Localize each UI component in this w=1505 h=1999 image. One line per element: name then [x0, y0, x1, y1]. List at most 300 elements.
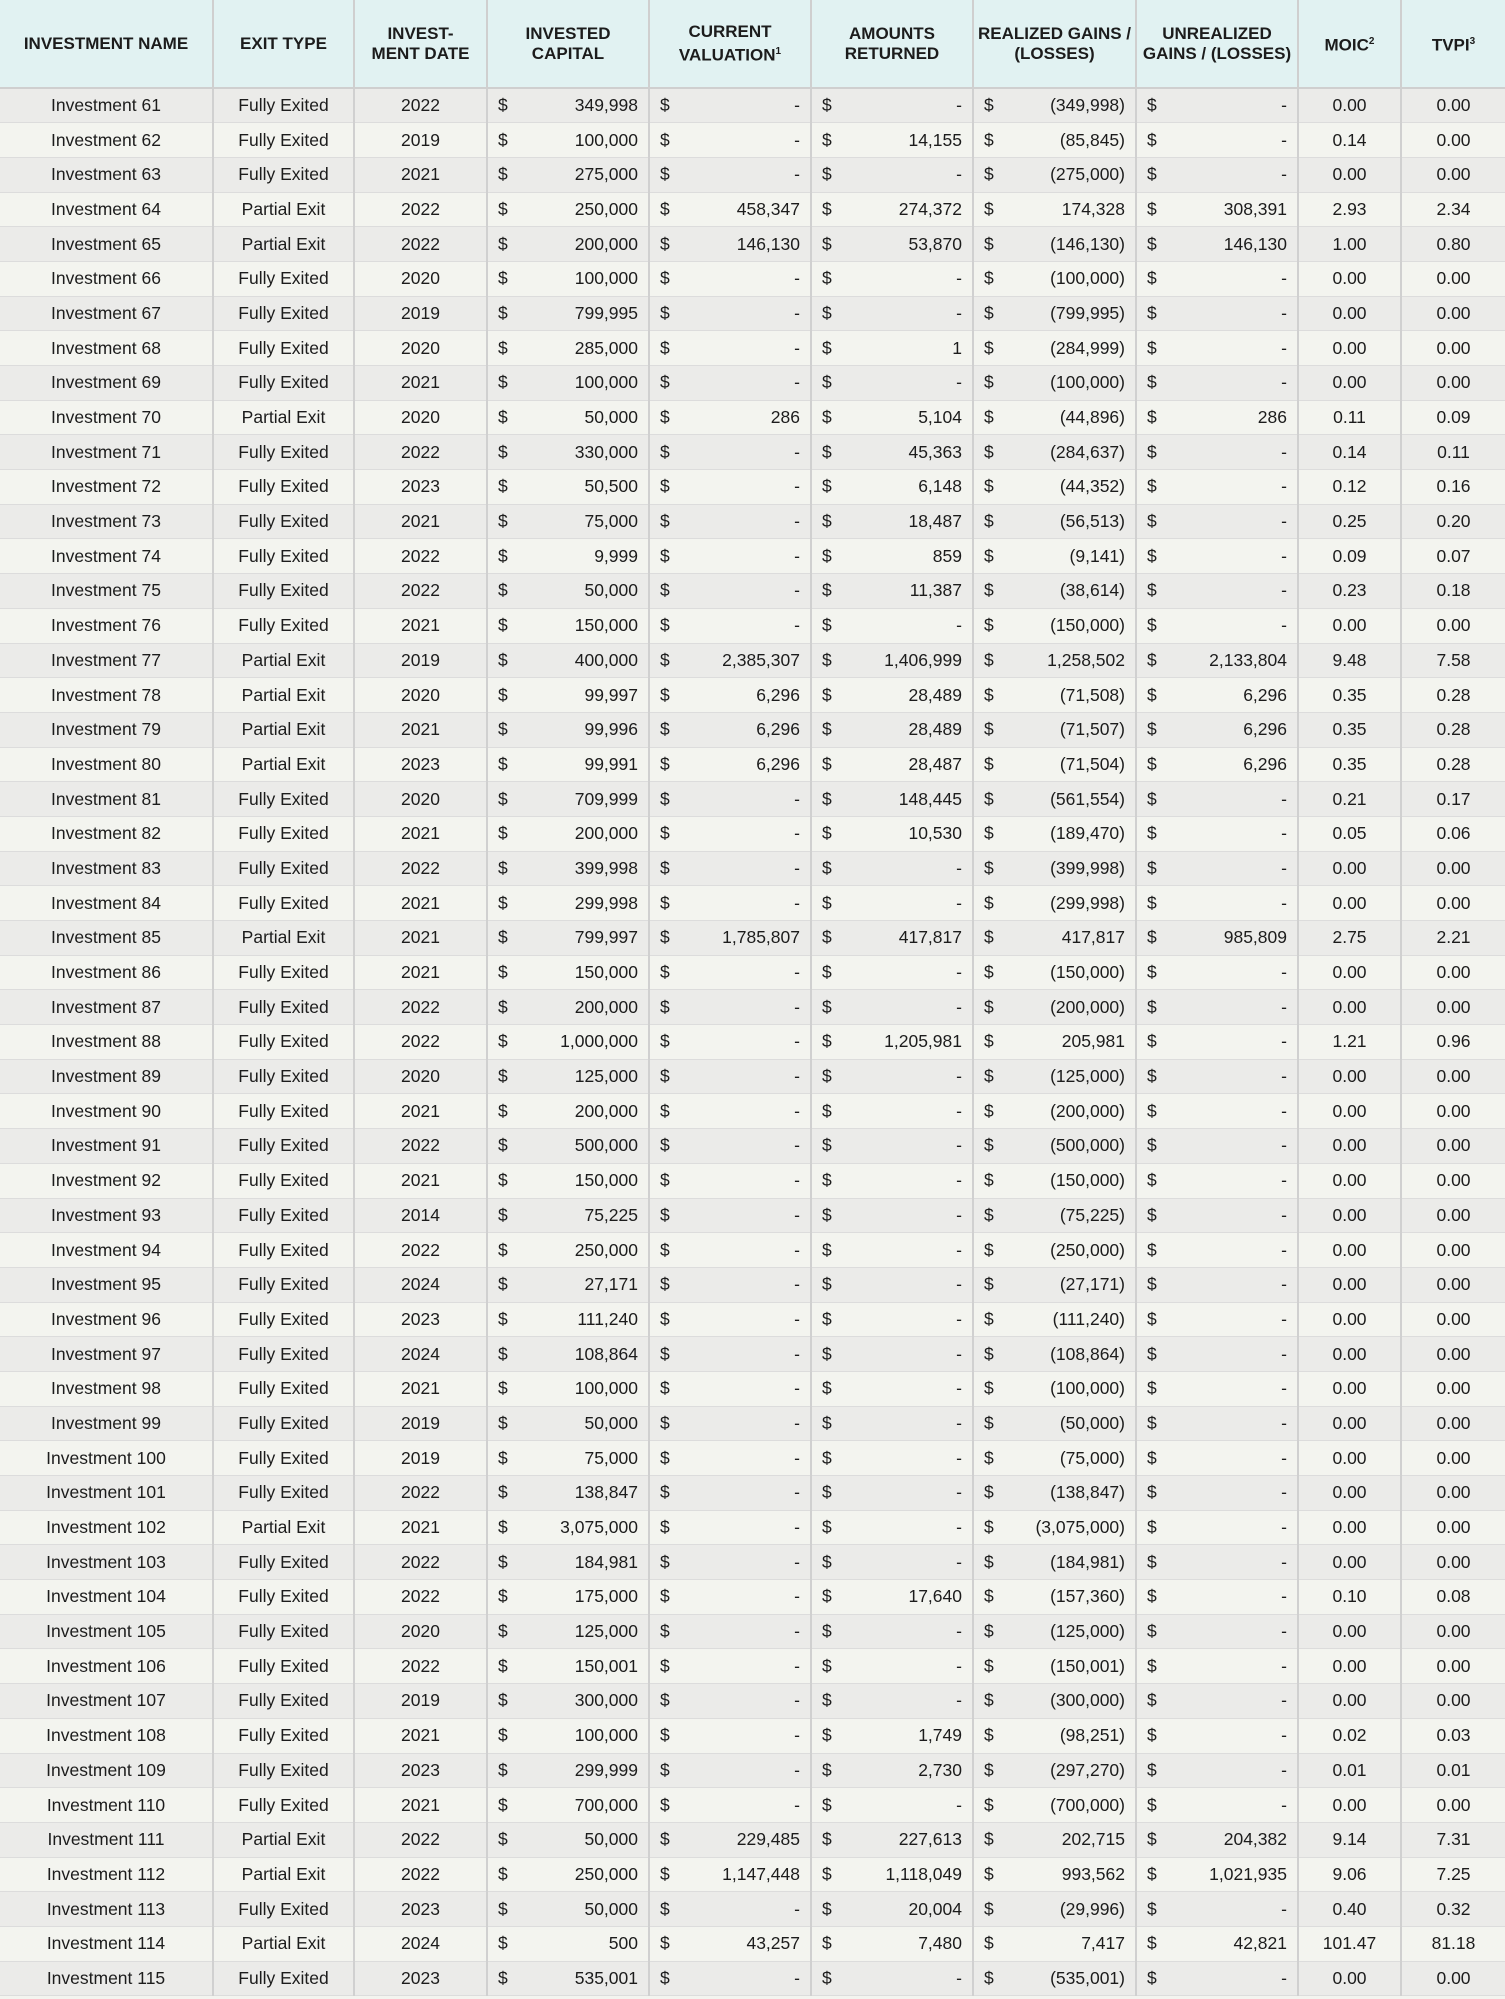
- cell-current-valuation: [649, 851, 811, 886]
- cell-realized-gains: [973, 851, 1136, 886]
- cell-value: 6,296: [756, 753, 800, 774]
- cell-value: 286: [770, 407, 800, 428]
- currency-symbol: $: [660, 1759, 670, 1780]
- cell-realized-gains: [973, 1094, 1136, 1129]
- currency-symbol: $: [498, 1551, 508, 1572]
- currency-symbol: $: [498, 302, 508, 323]
- cell-unrealized-gains: [1136, 1406, 1298, 1441]
- cell-current-valuation: [649, 1649, 811, 1684]
- cell-moic: 0.00: [1298, 1614, 1401, 1649]
- cell-investment-name: Investment 62: [0, 123, 213, 158]
- cell-value: 1,205,981: [884, 1031, 962, 1052]
- currency-symbol: $: [660, 1551, 670, 1572]
- cell-value: -: [1281, 962, 1287, 983]
- currency-symbol: $: [1147, 615, 1157, 636]
- cell-value: -: [794, 892, 800, 913]
- cell-amounts-returned: [811, 608, 973, 643]
- cell-invested-capital: [487, 747, 649, 782]
- cell-moic: 0.00: [1298, 1302, 1401, 1337]
- currency-symbol: $: [1147, 1170, 1157, 1191]
- cell-value: -: [1281, 1759, 1287, 1780]
- cell-value: 535,001: [574, 1967, 638, 1988]
- table-row: [0, 1406, 1505, 1441]
- cell-realized-gains: [973, 88, 1136, 123]
- cell-value: -: [956, 1378, 962, 1399]
- cell-value: -: [794, 372, 800, 393]
- cell-investment-name: Investment 98: [0, 1371, 213, 1406]
- cell-investment-date: 2019: [354, 296, 487, 331]
- table-row: [0, 296, 1505, 331]
- cell-unrealized-gains: [1136, 990, 1298, 1025]
- table-row: [0, 157, 1505, 192]
- cell-exit-type: Partial Exit: [213, 712, 354, 747]
- cell-value: -: [1281, 1135, 1287, 1156]
- cell-value: 993,562: [1061, 1863, 1125, 1884]
- cell-value: 75,000: [584, 511, 638, 532]
- cell-investment-name: Investment 92: [0, 1163, 213, 1198]
- cell-value: -: [1281, 1378, 1287, 1399]
- cell-value: 43,257: [746, 1933, 800, 1954]
- currency-symbol: $: [822, 233, 832, 254]
- cell-realized-gains: [973, 192, 1136, 227]
- cell-amounts-returned: [811, 435, 973, 470]
- currency-symbol: $: [822, 268, 832, 289]
- cell-exit-type: Fully Exited: [213, 470, 354, 505]
- cell-invested-capital: [487, 1198, 649, 1233]
- currency-symbol: $: [498, 1066, 508, 1087]
- currency-symbol: $: [1147, 1204, 1157, 1225]
- table-row: [0, 435, 1505, 470]
- currency-symbol: $: [822, 684, 832, 705]
- cell-moic: 0.00: [1298, 990, 1401, 1025]
- cell-value: -: [794, 1239, 800, 1260]
- cell-unrealized-gains: [1136, 1094, 1298, 1129]
- cell-value: -: [956, 1066, 962, 1087]
- currency-symbol: $: [822, 1170, 832, 1191]
- currency-symbol: $: [498, 1863, 508, 1884]
- cell-amounts-returned: [811, 1580, 973, 1615]
- cell-value: -: [794, 788, 800, 809]
- cell-value: (150,001): [1050, 1655, 1125, 1676]
- cell-investment-name: Investment 100: [0, 1441, 213, 1476]
- currency-symbol: $: [498, 372, 508, 393]
- cell-exit-type: Fully Exited: [213, 88, 354, 123]
- cell-amounts-returned: [811, 1961, 973, 1996]
- cell-investment-name: Investment 83: [0, 851, 213, 886]
- cell-investment-name: Investment 110: [0, 1788, 213, 1823]
- table-row: [0, 366, 1505, 401]
- cell-exit-type: Fully Exited: [213, 1476, 354, 1511]
- currency-symbol: $: [822, 1308, 832, 1329]
- cell-value: (297,270): [1050, 1759, 1125, 1780]
- cell-value: 859: [932, 545, 962, 566]
- cell-value: -: [794, 1135, 800, 1156]
- currency-symbol: $: [822, 1100, 832, 1121]
- cell-current-valuation: [649, 123, 811, 158]
- cell-value: 709,999: [574, 788, 638, 809]
- cell-invested-capital: [487, 1233, 649, 1268]
- currency-symbol: $: [984, 1135, 994, 1156]
- cell-value: -: [794, 1412, 800, 1433]
- table-row: [0, 990, 1505, 1025]
- cell-moic: 0.00: [1298, 366, 1401, 401]
- cell-unrealized-gains: [1136, 955, 1298, 990]
- currency-symbol: $: [1147, 823, 1157, 844]
- cell-value: 1,258,502: [1047, 649, 1125, 670]
- cell-unrealized-gains: [1136, 1476, 1298, 1511]
- cell-exit-type: Partial Exit: [213, 921, 354, 956]
- cell-investment-date: 2019: [354, 1441, 487, 1476]
- cell-value: 50,000: [584, 407, 638, 428]
- cell-investment-date: 2020: [354, 400, 487, 435]
- cell-investment-date: 2023: [354, 470, 487, 505]
- cell-exit-type: Fully Exited: [213, 1788, 354, 1823]
- cell-moic: 0.35: [1298, 747, 1401, 782]
- currency-symbol: $: [984, 337, 994, 358]
- cell-invested-capital: [487, 712, 649, 747]
- currency-symbol: $: [660, 129, 670, 150]
- cell-amounts-returned: [811, 192, 973, 227]
- currency-symbol: $: [822, 649, 832, 670]
- currency-symbol: $: [1147, 511, 1157, 532]
- cell-value: (98,251): [1059, 1725, 1125, 1746]
- cell-amounts-returned: [811, 1753, 973, 1788]
- cell-value: 10,530: [908, 823, 962, 844]
- cell-unrealized-gains: [1136, 1441, 1298, 1476]
- currency-symbol: $: [498, 1239, 508, 1260]
- currency-symbol: $: [498, 615, 508, 636]
- currency-symbol: $: [660, 788, 670, 809]
- table-row: [0, 1094, 1505, 1129]
- cell-value: (44,352): [1059, 476, 1125, 497]
- currency-symbol: $: [498, 337, 508, 358]
- cell-value: 286: [1257, 407, 1287, 428]
- currency-symbol: $: [1147, 129, 1157, 150]
- cell-investment-date: 2020: [354, 1614, 487, 1649]
- cell-moic: 0.10: [1298, 1580, 1401, 1615]
- cell-invested-capital: [487, 1857, 649, 1892]
- cell-value: -: [956, 1135, 962, 1156]
- cell-current-valuation: [649, 608, 811, 643]
- currency-symbol: $: [984, 962, 994, 983]
- cell-value: -: [794, 1378, 800, 1399]
- cell-tvpi: 0.00: [1401, 1163, 1505, 1198]
- cell-realized-gains: [973, 1545, 1136, 1580]
- cell-value: (150,000): [1050, 962, 1125, 983]
- cell-amounts-returned: [811, 990, 973, 1025]
- cell-tvpi: 0.08: [1401, 1580, 1505, 1615]
- cell-tvpi: 0.16: [1401, 470, 1505, 505]
- cell-value: 417,817: [1061, 927, 1125, 948]
- cell-value: -: [1281, 1274, 1287, 1295]
- cell-value: 399,998: [574, 857, 638, 878]
- cell-value: 150,001: [574, 1655, 638, 1676]
- cell-invested-capital: [487, 192, 649, 227]
- cell-invested-capital: [487, 504, 649, 539]
- cell-value: -: [1281, 1066, 1287, 1087]
- cell-value: -: [794, 1517, 800, 1538]
- cell-value: 299,999: [574, 1759, 638, 1780]
- currency-symbol: $: [1147, 1898, 1157, 1919]
- cell-moic: 101.47: [1298, 1926, 1401, 1961]
- table-row: [0, 1614, 1505, 1649]
- table-row: [0, 712, 1505, 747]
- header-realized-gains: REALIZED GAINS / (LOSSES): [973, 0, 1136, 88]
- cell-exit-type: Fully Exited: [213, 1198, 354, 1233]
- cell-moic: 2.75: [1298, 921, 1401, 956]
- currency-symbol: $: [822, 1517, 832, 1538]
- cell-invested-capital: [487, 608, 649, 643]
- cell-value: 1: [952, 337, 962, 358]
- cell-current-valuation: [649, 1718, 811, 1753]
- cell-unrealized-gains: [1136, 331, 1298, 366]
- cell-realized-gains: [973, 1614, 1136, 1649]
- cell-value: 100,000: [574, 268, 638, 289]
- currency-symbol: $: [498, 996, 508, 1017]
- currency-symbol: $: [1147, 95, 1157, 116]
- cell-moic: 0.00: [1298, 88, 1401, 123]
- cell-moic: 0.12: [1298, 470, 1401, 505]
- currency-symbol: $: [984, 1204, 994, 1225]
- cell-realized-gains: [973, 227, 1136, 262]
- cell-exit-type: Fully Exited: [213, 1545, 354, 1580]
- cell-realized-gains: [973, 1684, 1136, 1719]
- cell-unrealized-gains: [1136, 1822, 1298, 1857]
- cell-value: 75,225: [584, 1204, 638, 1225]
- currency-symbol: $: [984, 1621, 994, 1642]
- cell-current-valuation: [649, 1580, 811, 1615]
- cell-invested-capital: [487, 227, 649, 262]
- cell-investment-date: 2022: [354, 1129, 487, 1164]
- cell-value: -: [794, 1066, 800, 1087]
- cell-investment-name: Investment 108: [0, 1718, 213, 1753]
- currency-symbol: $: [1147, 302, 1157, 323]
- cell-moic: 0.00: [1298, 1371, 1401, 1406]
- cell-unrealized-gains: [1136, 712, 1298, 747]
- currency-symbol: $: [822, 927, 832, 948]
- cell-tvpi: 0.32: [1401, 1892, 1505, 1927]
- currency-symbol: $: [984, 476, 994, 497]
- currency-symbol: $: [1147, 1412, 1157, 1433]
- cell-value: (275,000): [1050, 164, 1125, 185]
- cell-investment-name: Investment 104: [0, 1580, 213, 1615]
- header-row: [0, 0, 1505, 88]
- cell-exit-type: Fully Exited: [213, 1580, 354, 1615]
- cell-invested-capital: [487, 1753, 649, 1788]
- cell-moic: 1.00: [1298, 227, 1401, 262]
- currency-symbol: $: [984, 1759, 994, 1780]
- currency-symbol: $: [1147, 1933, 1157, 1954]
- table-row: [0, 1753, 1505, 1788]
- cell-unrealized-gains: [1136, 574, 1298, 609]
- currency-symbol: $: [984, 1933, 994, 1954]
- cell-invested-capital: [487, 851, 649, 886]
- cell-value: -: [1281, 1239, 1287, 1260]
- cell-current-valuation: [649, 712, 811, 747]
- cell-value: -: [794, 1447, 800, 1468]
- currency-symbol: $: [498, 1378, 508, 1399]
- cell-investment-name: Investment 107: [0, 1684, 213, 1719]
- cell-unrealized-gains: [1136, 1580, 1298, 1615]
- currency-symbol: $: [498, 1482, 508, 1503]
- cell-value: 5,104: [918, 407, 962, 428]
- cell-investment-name: Investment 99: [0, 1406, 213, 1441]
- currency-symbol: $: [984, 372, 994, 393]
- cell-exit-type: Fully Exited: [213, 1892, 354, 1927]
- currency-symbol: $: [498, 1412, 508, 1433]
- currency-symbol: $: [660, 511, 670, 532]
- currency-symbol: $: [1147, 1586, 1157, 1607]
- currency-symbol: $: [1147, 233, 1157, 254]
- cell-realized-gains: [973, 539, 1136, 574]
- currency-symbol: $: [1147, 1239, 1157, 1260]
- cell-value: 42,821: [1233, 1933, 1287, 1954]
- currency-symbol: $: [660, 198, 670, 219]
- cell-value: 2,385,307: [722, 649, 800, 670]
- cell-exit-type: Fully Exited: [213, 1614, 354, 1649]
- currency-symbol: $: [984, 407, 994, 428]
- cell-investment-name: Investment 95: [0, 1267, 213, 1302]
- currency-symbol: $: [498, 1274, 508, 1295]
- cell-amounts-returned: [811, 1302, 973, 1337]
- cell-value: -: [794, 1967, 800, 1988]
- cell-unrealized-gains: [1136, 851, 1298, 886]
- cell-current-valuation: [649, 1163, 811, 1198]
- currency-symbol: $: [498, 649, 508, 670]
- cell-value: -: [1281, 372, 1287, 393]
- currency-symbol: $: [498, 1829, 508, 1850]
- cell-value: -: [1281, 1343, 1287, 1364]
- currency-symbol: $: [660, 233, 670, 254]
- cell-value: -: [1281, 1482, 1287, 1503]
- table-row: [0, 1718, 1505, 1753]
- cell-invested-capital: [487, 1406, 649, 1441]
- currency-symbol: $: [1147, 1066, 1157, 1087]
- cell-moic: 0.35: [1298, 678, 1401, 713]
- currency-symbol: $: [660, 1378, 670, 1399]
- cell-value: (157,360): [1050, 1586, 1125, 1607]
- currency-symbol: $: [660, 1829, 670, 1850]
- cell-amounts-returned: [811, 1059, 973, 1094]
- table-row: [0, 192, 1505, 227]
- cell-exit-type: Fully Exited: [213, 1163, 354, 1198]
- currency-symbol: $: [660, 684, 670, 705]
- currency-symbol: $: [1147, 927, 1157, 948]
- currency-symbol: $: [498, 1308, 508, 1329]
- currency-symbol: $: [822, 1378, 832, 1399]
- cell-value: -: [794, 580, 800, 601]
- cell-realized-gains: [973, 921, 1136, 956]
- cell-exit-type: Fully Exited: [213, 1337, 354, 1372]
- cell-invested-capital: [487, 366, 649, 401]
- cell-amounts-returned: [811, 574, 973, 609]
- cell-value: 7,480: [918, 1933, 962, 1954]
- currency-symbol: $: [1147, 753, 1157, 774]
- cell-current-valuation: [649, 261, 811, 296]
- cell-investment-name: Investment 77: [0, 643, 213, 678]
- table-row: [0, 643, 1505, 678]
- cell-value: -: [1281, 615, 1287, 636]
- cell-value: -: [1281, 164, 1287, 185]
- currency-symbol: $: [822, 1135, 832, 1156]
- cell-realized-gains: [973, 1857, 1136, 1892]
- currency-symbol: $: [660, 1343, 670, 1364]
- cell-unrealized-gains: [1136, 296, 1298, 331]
- cell-current-valuation: [649, 1961, 811, 1996]
- cell-value: -: [956, 1170, 962, 1191]
- cell-invested-capital: [487, 990, 649, 1025]
- cell-exit-type: Fully Exited: [213, 539, 354, 574]
- cell-value: 458,347: [736, 198, 800, 219]
- cell-invested-capital: [487, 400, 649, 435]
- currency-symbol: $: [984, 1586, 994, 1607]
- currency-symbol: $: [660, 1967, 670, 1988]
- cell-current-valuation: [649, 504, 811, 539]
- cell-value: (38,614): [1059, 580, 1125, 601]
- cell-value: 3,075,000: [560, 1517, 638, 1538]
- currency-symbol: $: [984, 233, 994, 254]
- cell-unrealized-gains: [1136, 88, 1298, 123]
- cell-value: -: [956, 1204, 962, 1225]
- table-row: [0, 782, 1505, 817]
- table-row: [0, 1892, 1505, 1927]
- cell-value: 1,785,807: [722, 927, 800, 948]
- cell-value: -: [1281, 1170, 1287, 1191]
- currency-symbol: $: [984, 892, 994, 913]
- cell-value: 6,296: [1243, 684, 1287, 705]
- currency-symbol: $: [498, 1933, 508, 1954]
- cell-invested-capital: [487, 123, 649, 158]
- cell-exit-type: Fully Exited: [213, 331, 354, 366]
- cell-unrealized-gains: [1136, 1371, 1298, 1406]
- currency-symbol: $: [1147, 1135, 1157, 1156]
- cell-realized-gains: [973, 1649, 1136, 1684]
- table-row: [0, 1580, 1505, 1615]
- cell-current-valuation: [649, 955, 811, 990]
- cell-tvpi: 0.11: [1401, 435, 1505, 470]
- cell-value: -: [1281, 1551, 1287, 1572]
- currency-symbol: $: [498, 1170, 508, 1191]
- cell-moic: 0.00: [1298, 1961, 1401, 1996]
- cell-amounts-returned: [811, 1718, 973, 1753]
- cell-investment-name: Investment 67: [0, 296, 213, 331]
- cell-invested-capital: [487, 643, 649, 678]
- cell-investment-name: Investment 94: [0, 1233, 213, 1268]
- currency-symbol: $: [498, 1204, 508, 1225]
- cell-value: (561,554): [1050, 788, 1125, 809]
- cell-investment-date: 2022: [354, 1233, 487, 1268]
- cell-current-valuation: [649, 88, 811, 123]
- cell-value: -: [956, 1274, 962, 1295]
- currency-symbol: $: [498, 1517, 508, 1538]
- cell-investment-name: Investment 111: [0, 1822, 213, 1857]
- currency-symbol: $: [660, 407, 670, 428]
- cell-amounts-returned: [811, 157, 973, 192]
- currency-symbol: $: [660, 1863, 670, 1884]
- cell-moic: 0.00: [1298, 1163, 1401, 1198]
- cell-investment-name: Investment 63: [0, 157, 213, 192]
- cell-amounts-returned: [811, 816, 973, 851]
- currency-symbol: $: [984, 788, 994, 809]
- cell-amounts-returned: [811, 470, 973, 505]
- currency-symbol: $: [1147, 962, 1157, 983]
- cell-value: -: [794, 1759, 800, 1780]
- table-row: [0, 1684, 1505, 1719]
- currency-symbol: $: [822, 441, 832, 462]
- currency-symbol: $: [822, 545, 832, 566]
- cell-tvpi: 0.00: [1401, 851, 1505, 886]
- table-row: [0, 1198, 1505, 1233]
